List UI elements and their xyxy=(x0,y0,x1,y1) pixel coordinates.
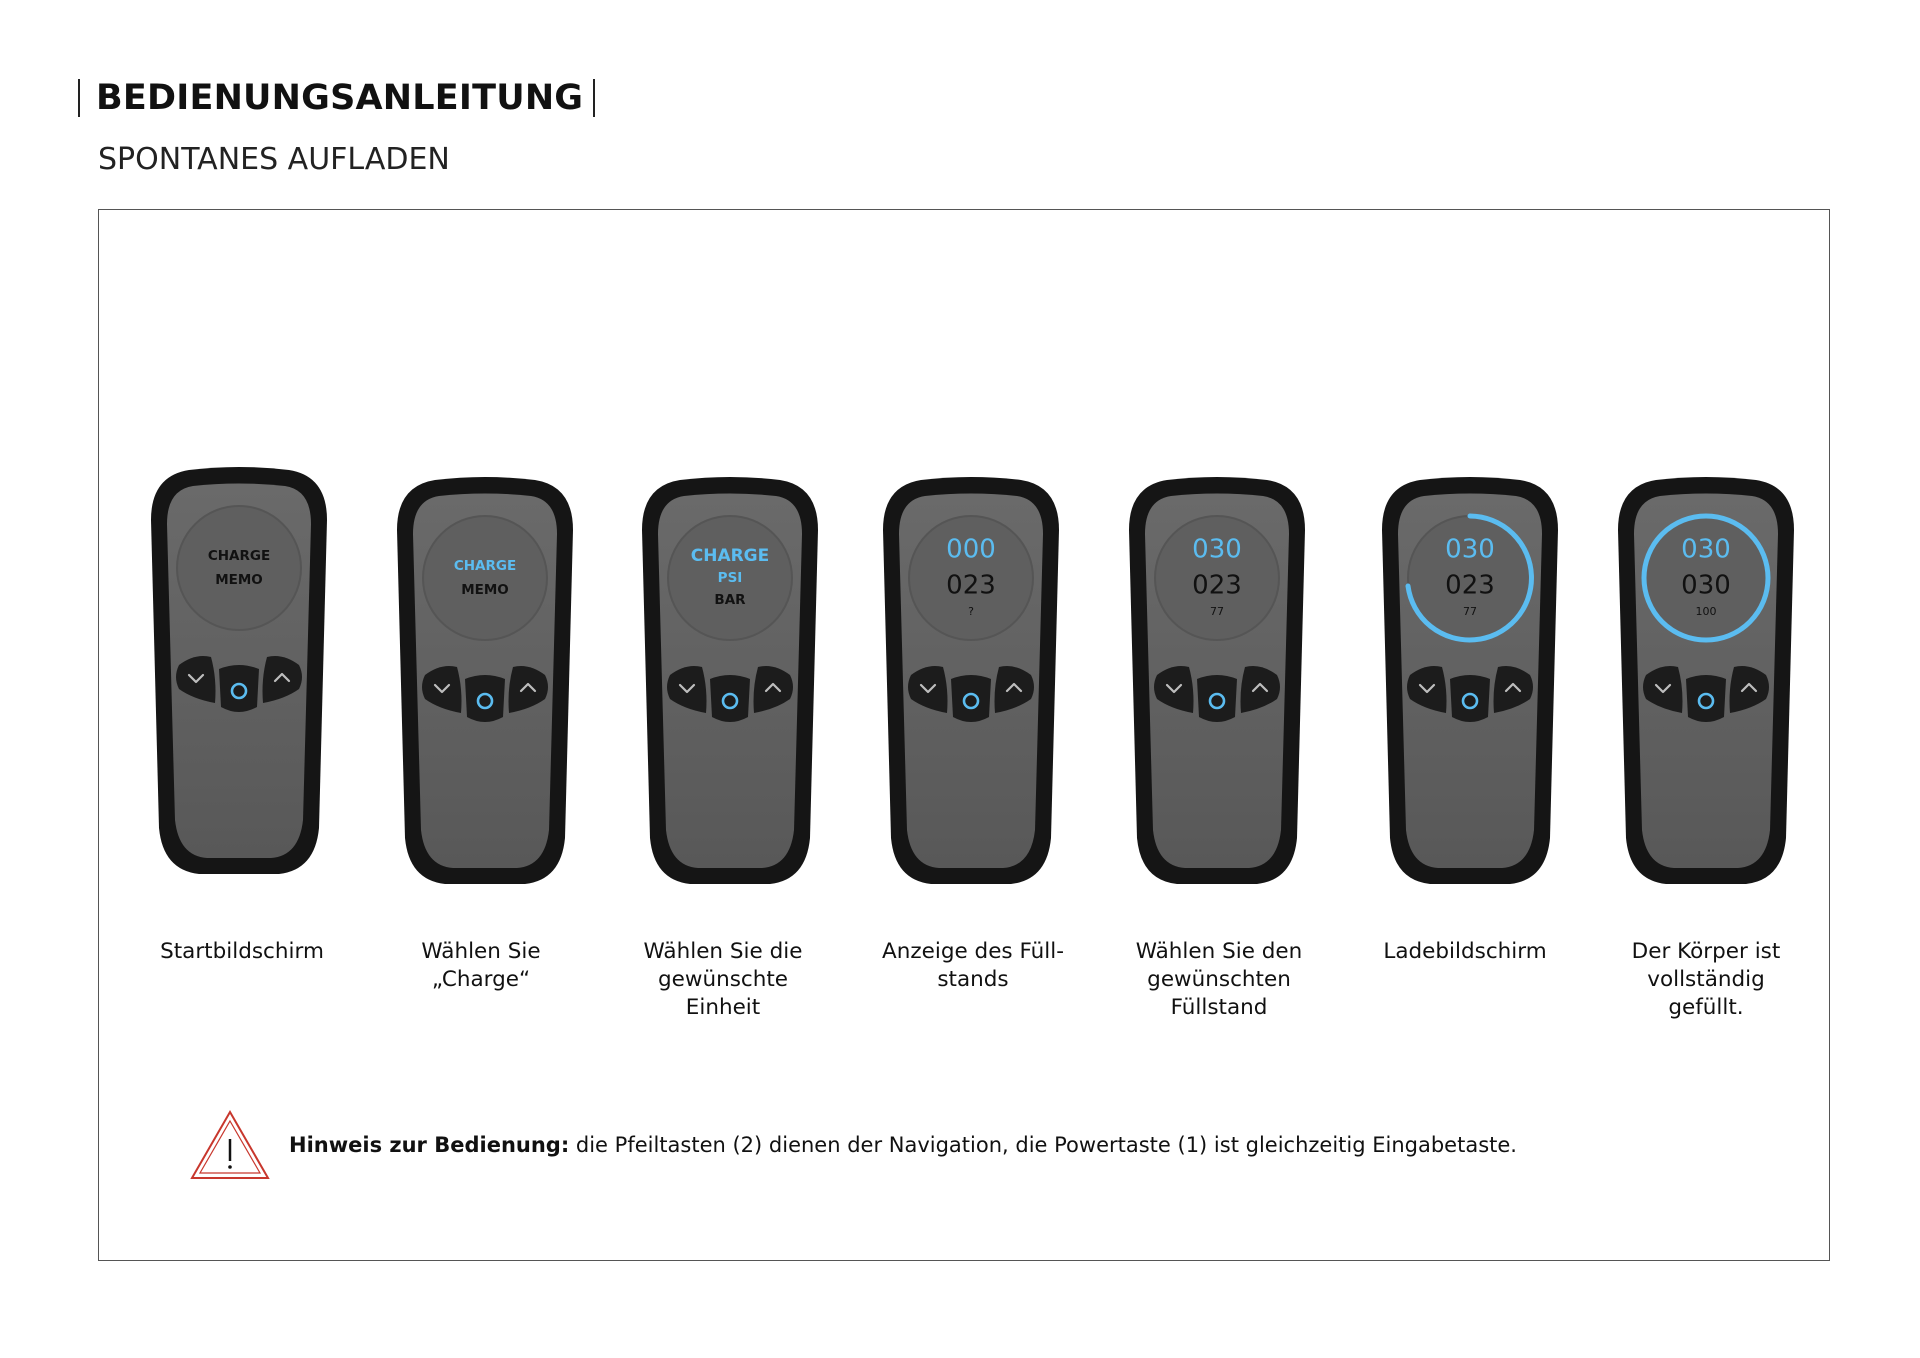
step-caption-line: Einheit xyxy=(685,995,761,1020)
device-step-5 xyxy=(1127,478,1307,888)
display-line-1: 000 xyxy=(946,534,996,565)
display-line-1: 030 xyxy=(1445,534,1495,565)
power-button[interactable] xyxy=(1686,675,1726,722)
power-button[interactable] xyxy=(1450,675,1490,722)
display-line-3: 100 xyxy=(1695,605,1717,618)
display-line-2: 023 xyxy=(946,570,996,601)
device-step-1 xyxy=(149,468,329,878)
note-body: die Pfeiltasten (2) dienen der Navigation, die Powertaste (1) ist gleichzeitig Eingabetaste. xyxy=(569,1133,1517,1157)
display-screen xyxy=(177,506,301,630)
power-button[interactable] xyxy=(710,675,750,722)
step-caption xyxy=(603,938,843,1022)
device-step-2 xyxy=(395,478,575,888)
step-caption-line: vollständig xyxy=(1647,967,1765,992)
step-caption xyxy=(1345,938,1585,966)
display-line-1: CHARGE xyxy=(207,548,271,564)
display-line-3: 77 xyxy=(1210,605,1224,618)
step-caption xyxy=(122,938,362,966)
display-line-3: 77 xyxy=(1463,605,1477,618)
power-button[interactable] xyxy=(951,675,991,722)
device-illustration xyxy=(395,478,575,888)
step-caption-line: gefüllt. xyxy=(1668,995,1744,1020)
display-line-1: CHARGE xyxy=(453,558,517,574)
step-caption xyxy=(361,938,601,994)
step-caption-line: gewünschten xyxy=(1147,967,1291,992)
step-caption-line: stands xyxy=(937,967,1009,992)
device-illustration xyxy=(1127,478,1307,888)
step-caption-line: Füllstand xyxy=(1170,995,1268,1020)
display-line-1: CHARGE xyxy=(690,546,770,566)
title-divider-left xyxy=(78,79,80,117)
step-caption-line: Startbildschirm xyxy=(160,939,324,964)
step-caption-line: Wählen Sie die xyxy=(643,939,803,964)
display-line-2: PSI xyxy=(717,570,743,586)
step-caption-line: Wählen Sie den xyxy=(1135,939,1303,964)
power-button[interactable] xyxy=(1197,675,1237,722)
display-line-1: 030 xyxy=(1192,534,1242,565)
step-caption-line: Wählen Sie xyxy=(421,939,541,964)
device-step-4 xyxy=(881,478,1061,888)
device-illustration xyxy=(1616,478,1796,888)
content-frame xyxy=(98,209,1830,1261)
display-line-3: BAR xyxy=(714,592,746,608)
title-divider-right xyxy=(593,79,595,117)
title-row xyxy=(78,70,595,126)
display-line-2: MEMO xyxy=(215,572,263,588)
device-step-3 xyxy=(640,478,820,888)
power-button[interactable] xyxy=(219,665,259,712)
step-caption-line: gewünschte xyxy=(657,967,789,992)
display-line-2: MEMO xyxy=(461,582,509,598)
device-sequence xyxy=(99,210,1829,1260)
note-label: Hinweis zur Bedienung: xyxy=(289,1133,570,1157)
step-caption xyxy=(1586,938,1826,1022)
device-illustration xyxy=(149,468,329,878)
device-step-6 xyxy=(1380,478,1560,888)
note-text xyxy=(289,1133,1517,1157)
page-subtitle: SPONTANES AUFLADEN xyxy=(98,142,450,177)
operation-note xyxy=(189,1110,1517,1180)
power-button[interactable] xyxy=(465,675,505,722)
display-line-2: 030 xyxy=(1681,570,1731,601)
display-line-2: 023 xyxy=(1445,570,1495,601)
step-caption-line: Anzeige des Füll- xyxy=(882,939,1064,964)
display-line-3: ? xyxy=(968,605,974,618)
warning-triangle-icon xyxy=(189,1109,271,1181)
display-line-1: 030 xyxy=(1681,534,1731,565)
display-screen xyxy=(423,516,547,640)
device-illustration xyxy=(640,478,820,888)
step-caption xyxy=(1099,938,1339,1022)
step-caption-line: Der Körper ist xyxy=(1631,939,1781,964)
device-illustration xyxy=(1380,478,1560,888)
device-step-7 xyxy=(1616,478,1796,888)
step-caption xyxy=(853,938,1093,994)
page-header xyxy=(78,70,595,177)
display-line-2: 023 xyxy=(1192,570,1242,601)
step-caption-line: „Charge“ xyxy=(431,967,531,992)
device-illustration xyxy=(881,478,1061,888)
step-caption-line: Ladebildschirm xyxy=(1383,939,1547,964)
page-title: BEDIENUNGSANLEITUNG xyxy=(96,78,584,118)
